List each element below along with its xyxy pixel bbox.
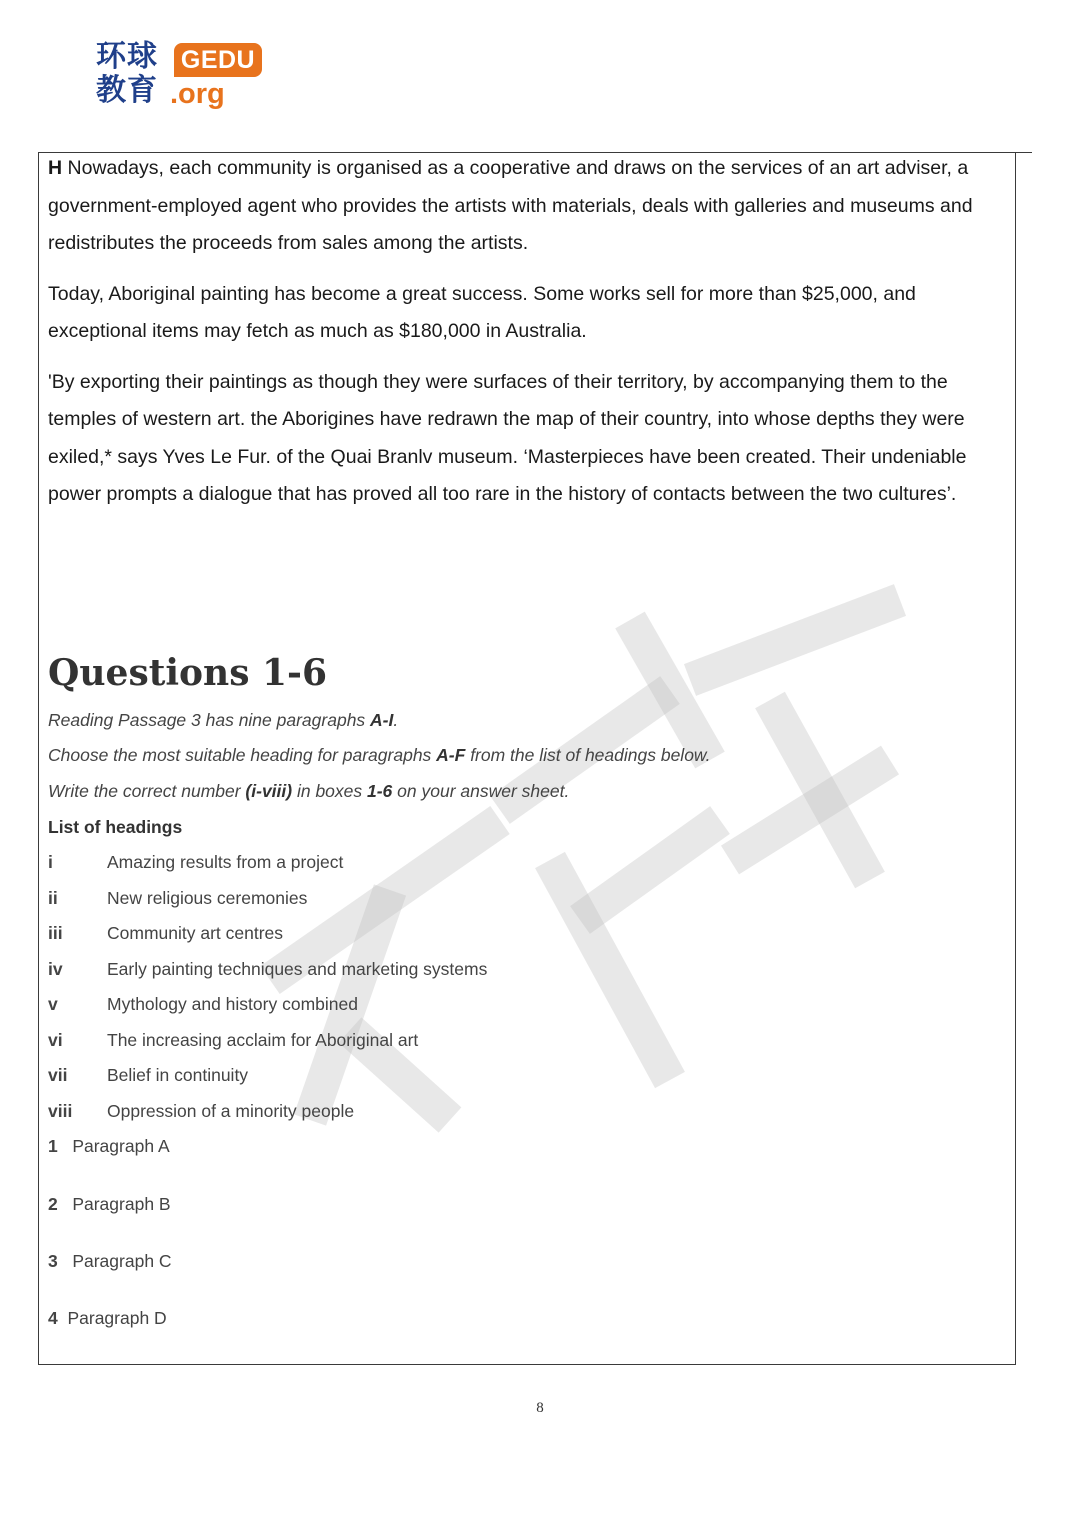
paragraph-letter: H	[48, 157, 63, 179]
paragraph-h-text: Nowadays, each community is organised as a cooperative and draws on the services of an art adviser, a government-employed agent who provides the artists with materials, deals with galleries and museums and redistributes the proceeds from sales among the artists.	[48, 157, 973, 254]
paragraph-quote: 'By exporting their paintings as though they were surfaces of their territory, by accompanying them to the temples of western art. the Aborigines have redrawn the map of their country, into whose depths they were exiled,* says Yves Le Fur. of the Quai Branlv museum. ‘Masterpieces have been created. Their undeniable power prompts a dialogue that has proved all too rare in the history of contacts between the two cultures’.	[48, 370, 967, 505]
logo-org-text: .org	[170, 78, 225, 110]
question-item: 1 Paragraph A	[48, 1136, 170, 1156]
question-item: 3 Paragraph C	[48, 1251, 172, 1271]
questions-title: Questions 1-6	[48, 652, 328, 694]
paragraph-success: Today, Aboriginal painting has become a great success. Some works sell for more than $25,000, and exceptional items may fetch as much as $180,000 in Australia.	[48, 282, 916, 342]
instruction-2: Choose the most suitable heading for paragraphs A-F from the list of headings below.	[48, 745, 711, 765]
page-number: 8	[536, 1400, 544, 1416]
paragraph-h	[48, 150, 1008, 263]
question-item: 2 Paragraph B	[48, 1194, 171, 1214]
instruction-1: Reading Passage 3 has nine paragraphs A-I.	[48, 710, 399, 730]
logo-chinese-text: 环球 教育	[96, 39, 158, 108]
instruction-3: Write the correct number (i-viii) in boxes 1-6 on your answer sheet.	[48, 781, 570, 801]
page-content: H Nowadays, each community is organised as a cooperative and draws on the services of an art adviser, a government-employed agent who provides the artists with materials, deals with galleries and museums and redistributes the proceeds from sales among the artists. Today, Aboriginal painting has become a great success. Some works sell for more than $25,000, and exceptional items may fetch as much as $180,000 in Australia. 'By exporting their paintings as though they were surfaces of their territory, by accompanying them to the temples of western art. the Aborigines have redrawn the map of their country, into whose depths they were exiled,* says Yves Le Fur. of the Quai Branlv museum. ‘Masterpieces have been created. Their undeniable power prompts a dialogue that has proved all too rare in the history of contacts between the two cultures’. Questions 1-6 Reading Passage 3 has nine paragraphs A-I. Choose the most suitable heading for paragraphs A-F from the list of headings below. Write the correct number (i-viii) in boxes 1-6 on your answer sheet. List of headings i Amazing results from a project ii New religious ceremonies iii Community art centres iv Early painting techniques and marketing systems v Mythology and history combined vi The increasing acclaim for Aboriginal art vii Belief in continuity viii Oppression of a minority people 1 Paragraph A 2 Paragraph B 3 Paragraph C 4 Paragraph D	[48, 150, 1008, 527]
logo-gedu-badge: GEDU	[174, 43, 262, 77]
question-item: 4 Paragraph D	[48, 1308, 167, 1328]
gedu-logo	[96, 40, 268, 112]
list-of-headings-title: List of headings	[48, 817, 183, 837]
